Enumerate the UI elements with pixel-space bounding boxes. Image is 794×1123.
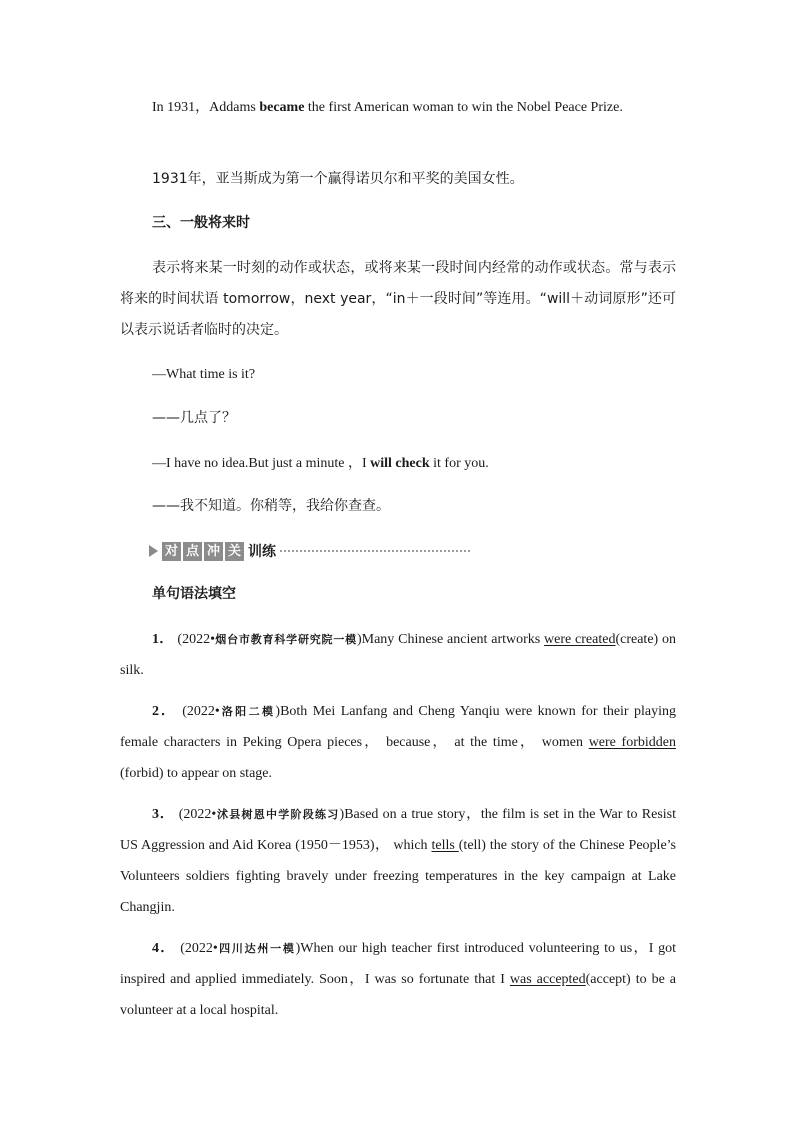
question-3 [120,799,676,923]
dialogue-line-2: ——几点了？ [152,410,236,426]
answer-blank: were created [544,632,616,647]
question-source: 洛阳二模 [219,705,276,718]
answer-blank: were forbidden [588,735,676,750]
question-source: 烟台市教育科学研究院一模 [215,633,357,646]
source-prefix: (2022• [173,632,215,647]
banner-char: 点 [183,542,202,561]
question-source: 四川达州一模 [217,942,296,955]
source-prefix: (2022• [174,807,217,822]
dialogue-line-3 [120,448,676,479]
question-number: 3． [152,807,175,822]
question-text: )Based on a true story，the film is set in the War to Resist US Aggression and Aid Korea (1950－1953)， which [120,807,676,853]
example-sentence-zh: 1931年，亚当斯成为第一个赢得诺贝尔和平奖的美国女性。 [152,171,524,187]
question-1 [120,624,676,686]
section-description: 表示将来某一时刻的动作或状态，或将来某一段时间内经常的动作或状态。常与表示将来的时间状语 tomorrow，next year，“in＋一段时间”等连用。“will＋动词原形”还可以表示说话者临时的决定。 [120,260,676,338]
question-text: (accept) to be a volunteer at a local hospital. [120,972,677,1018]
dialogue-line-1: —What time is it? [152,367,256,382]
example-text: In 1931，Addams [152,100,260,115]
example-keyword: became [259,100,305,115]
banner-char: 冲 [204,542,223,561]
question-text: )Both Mei Lanfang and Cheng Yanqiu were known for their playing female characters in Peking Opera pieces， because， at the time， women [120,704,677,750]
example-sentence-en [120,92,676,123]
dialogue-line-4: ——我不知道。你稍等，我给你查查。 [152,498,390,514]
question-text: (create) on silk. [120,632,677,678]
question-text: (forbid) to appear on stage. [120,766,272,781]
answer-blank: was accepted [509,972,586,987]
example-text: the first American woman to win the Nobel Peace Prize. [304,100,623,115]
question-text: (tell) the story of the Chinese People’s Volunteers soldiers fighting bravely under freezing temperatures in the key campaign at Lake Changjin. [120,838,676,915]
triangle-icon [149,545,158,557]
question-4 [120,933,676,1026]
question-text: )When our high teacher first introduced volunteering to us，I got inspired and applied immediately. Soon，I was so fortunate that I [120,941,677,987]
question-source: 沭县树恩中学阶段练习 [216,808,340,821]
banner-tail: 训练 [248,544,276,560]
question-number: 1． [152,632,174,647]
practice-banner [149,540,470,562]
dialogue-text: —I have no idea.But just a minute ，I [152,456,371,471]
question-text: )Many Chinese ancient artworks [356,632,545,647]
section-heading: 三、一般将来时 [152,215,250,231]
dialogue-text: it for you. [429,456,489,471]
banner-char: 对 [162,542,181,561]
answer-blank: tells [431,838,459,853]
banner-char: 关 [225,542,244,561]
dotted-divider [280,550,470,552]
question-2 [120,696,676,789]
source-prefix: (2022• [175,941,218,956]
source-prefix: (2022• [176,704,220,719]
exercise-title: 单句语法填空 [152,586,236,602]
dialogue-keyword: will check [370,456,430,471]
question-number: 2． [152,704,177,719]
question-number: 4． [152,941,176,956]
